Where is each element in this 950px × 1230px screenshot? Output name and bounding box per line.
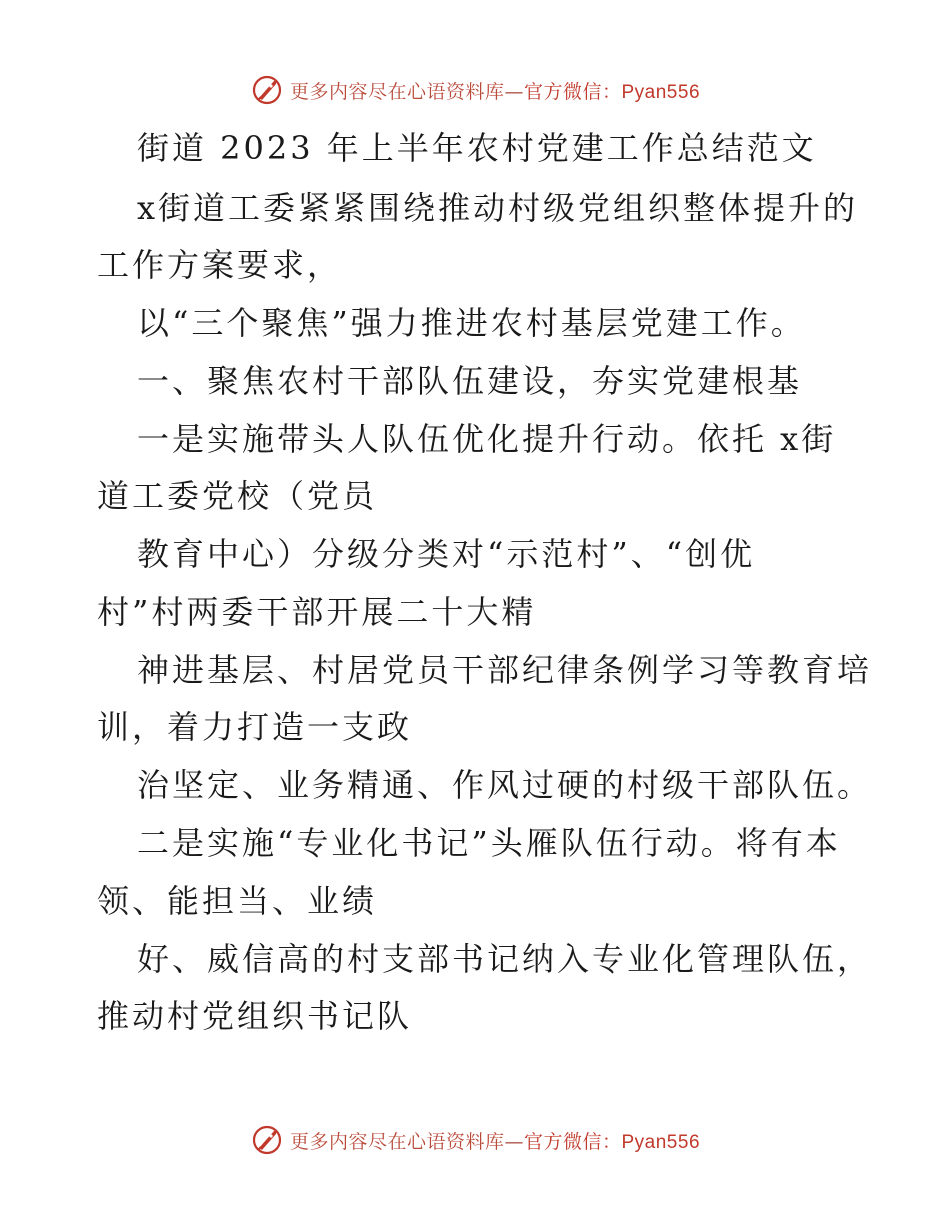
- paragraph-line: 教育中心）分级分类对“示范村”、“创优: [137, 535, 756, 573]
- watermark-brand: 更多内容尽在心语资料库: [289, 1130, 505, 1153]
- section-heading: 一、聚焦农村干部队伍建设，夯实党建根基: [137, 362, 803, 400]
- paragraph-line: x街道工委紧紧围绕推动村级党组织整体提升的: [137, 189, 859, 227]
- paragraph-line: 治坚定、业务精通、作风过硬的村级干部队伍。: [137, 766, 873, 804]
- quill-logo-icon: [250, 1123, 284, 1157]
- paragraph-line: 好、威信高的村支部书记纳入专业化管理队伍，: [137, 940, 873, 978]
- watermark-text: [290, 1127, 700, 1154]
- watermark-brand: 更多内容尽在心语资料库: [289, 80, 505, 103]
- watermark-separator: —: [504, 80, 524, 103]
- watermark-official: 官方微信：: [523, 80, 622, 103]
- paragraph-line: 训，着力打造一支政: [97, 708, 413, 746]
- watermark-separator: —: [504, 1130, 524, 1153]
- paragraph-line: 二是实施“专业化书记”头雁队伍行动。将有本: [137, 824, 841, 862]
- paragraph-line: 工作方案要求，: [97, 246, 343, 284]
- watermark-text: [290, 77, 700, 104]
- watermark-handle: Pyan556: [621, 81, 701, 103]
- paragraph-line: 领、能担当、业绩: [97, 882, 378, 920]
- watermark-banner-bottom: [0, 1120, 950, 1160]
- watermark-banner-inner: [250, 1123, 700, 1157]
- watermark-banner-top: [0, 70, 950, 110]
- paragraph-line: 一是实施带头人队伍优化提升行动。依托 x街: [137, 420, 837, 458]
- watermark-banner-inner: [250, 73, 700, 107]
- watermark-official: 官方微信：: [523, 1130, 622, 1153]
- paragraph-line: 道工委党校（党员: [97, 477, 378, 515]
- paragraph-line: 以“三个聚焦”强力推进农村基层党建工作。: [137, 304, 806, 342]
- paragraph-line: 神进基层、村居党员干部纪律条例学习等教育培: [137, 651, 873, 689]
- document-title: 街道 2023 年上半年农村党建工作总结范文: [137, 129, 817, 167]
- paragraph-line: 村”村两委干部开展二十大精: [97, 593, 537, 631]
- watermark-handle: Pyan556: [621, 1131, 701, 1153]
- paragraph-line: 推动村党组织书记队: [97, 997, 413, 1035]
- quill-logo-icon: [250, 73, 284, 107]
